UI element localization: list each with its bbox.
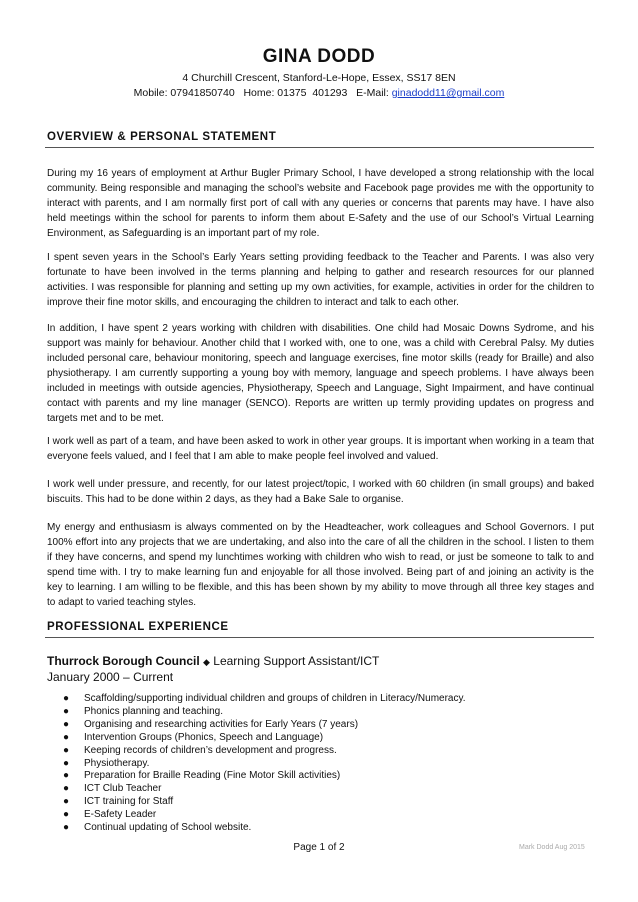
bullet-icon: ●	[63, 770, 70, 782]
experience-divider	[45, 637, 594, 638]
bullet-icon: ●	[63, 757, 70, 769]
overview-heading: OVERVIEW & PERSONAL STATEMENT	[47, 131, 277, 143]
list-item-text: Keeping records of children’s development and progress.	[84, 744, 337, 756]
list-item-text: ICT training for Staff	[84, 796, 174, 808]
list-item	[47, 783, 587, 796]
list-item	[47, 693, 587, 706]
list-item-text: Continual updating of School website.	[84, 822, 252, 834]
job-role: Learning Support Assistant/ICT	[213, 654, 380, 668]
overview-paragraph-2: I spent seven years in the School’s Early Years setting providing feedback to the Teacher and Parents. I was also very fortunate to have been involved in the terms planning and helping to gather and research resources for our planned activities. I was responsible for planning and setting up my own activities, for example, activities in order for the children to improve their fine motor skills, and encouraging the children to interact and talk to each other.	[47, 252, 594, 308]
list-item	[47, 719, 587, 732]
mobile-number: Mobile: 07941850740	[133, 87, 235, 99]
bullet-icon: ●	[63, 693, 70, 704]
list-item-text: E-Safety Leader	[84, 809, 157, 821]
overview-paragraph-3: In addition, I have spent 2 years working with children with disabilities. One child had Mosaic Downs Sydrome, and his support was mainly for behaviour. Another child that I worked with, one to one, was a child with Cerebral Palsy. My duties included personal care, behaviour monitoring, speech and language exercises, fine motor skills (ready for Braille) and also physiotherapy. I am currently supporting a young boy with memory, language and speech problems. I have always been included in meetings with outside agencies, Physiotherapy, Speech and Language, Sight Impairment, and have continual contact with parents and my line manager (SENCO). Reports are written up termly providing updates on progress and targets met and to be met.	[47, 323, 594, 424]
bullet-icon: ●	[63, 783, 70, 795]
experience-heading: PROFESSIONAL EXPERIENCE	[47, 621, 229, 633]
job-title-line	[47, 654, 379, 668]
bullet-icon: ●	[63, 705, 70, 717]
candidate-name: GINA DODD	[262, 46, 376, 67]
job-dates: January 2000 – Current	[47, 670, 174, 684]
bullet-icon: ●	[63, 744, 70, 756]
home-number: Home: 01375 401293	[243, 87, 348, 99]
address: 4 Churchill Crescent, Stanford-Le-Hope, Essex, SS17 8EN	[182, 72, 456, 84]
list-item	[47, 796, 587, 809]
overview-paragraph-4: I work well as part of a team, and have been asked to work in other year groups. It is important when working in a team that everyone feels valued, and I feel that I am able to make people feel involved and valued.	[47, 436, 594, 462]
bullet-icon: ●	[63, 809, 70, 821]
email-link[interactable]: ginadodd11@gmail.com	[391, 87, 505, 99]
footer-note: Mark Dodd Aug 2015	[519, 844, 585, 851]
bullet-icon: ●	[63, 822, 70, 834]
overview-divider	[45, 147, 594, 148]
overview-paragraph-1: During my 16 years of employment at Arthur Bugler Primary School, I have developed a strong relationship with the local community. Being responsible and managing the school’s website and Facebook page provides me with the opportunity to interact with parents, and I am normally first port of call with any queries or concerns that parents may have. I have also held meetings within the school for parents to inform them about E-Safety and the use of our School’s Virtual Learning Environment, as Safeguarding is an important part of my role.	[47, 168, 594, 239]
list-item-text: Scaffolding/supporting individual children and groups of children in Literacy/Numeracy.	[84, 693, 466, 704]
list-item-text: Phonics planning and teaching.	[84, 705, 223, 717]
bullet-icon: ●	[63, 731, 70, 743]
list-item-text: Physiotherapy.	[84, 757, 150, 769]
list-item	[47, 745, 587, 758]
list-item-text: Intervention Groups (Phonics, Speech and Language)	[84, 731, 324, 743]
list-item	[47, 732, 587, 745]
overview-paragraph-5: I work well under pressure, and recently, for our latest project/topic, I worked with 60 children (in small groups) and baked biscuits. This had to be done within 2 days, as they had a Bake Sale to organise.	[47, 479, 594, 505]
bullet-icon: ●	[63, 718, 70, 730]
bullet-icon: ●	[63, 796, 70, 808]
list-item-text: Preparation for Braille Reading (Fine Motor Skill activities)	[84, 770, 341, 782]
duties-list	[47, 693, 587, 835]
list-item	[47, 822, 587, 835]
list-item	[47, 770, 587, 783]
list-item-text: ICT Club Teacher	[84, 783, 162, 795]
diamond-icon: ◆	[203, 657, 210, 667]
contact-line	[0, 87, 638, 99]
list-item	[47, 706, 587, 719]
overview-paragraph-6: My energy and enthusiasm is always commented on by the Headteacher, work colleagues and School Governors. I put 100% effort into any projects that we are undertaking, and also into the care of all the children in the school. I listen to them if they have concerns, and spend my lunchtimes working with children who wish to read, or just be someone to talk to and spend time with. I try to make learning fun and enjoyable for all those involved. Being part of and joining an activity is the key to learning. I am willing to be flexible, and this has been shown by my ability to move through all three key stages and to adapt to varied teaching styles.	[47, 522, 594, 608]
list-item	[47, 809, 587, 822]
list-item-text: Organising and researching activities for Early Years (7 years)	[84, 718, 359, 730]
email-label: E-Mail:	[356, 87, 389, 99]
employer-name: Thurrock Borough Council	[47, 654, 200, 668]
page-number: Page 1 of 2	[293, 842, 345, 853]
list-item	[47, 758, 587, 771]
